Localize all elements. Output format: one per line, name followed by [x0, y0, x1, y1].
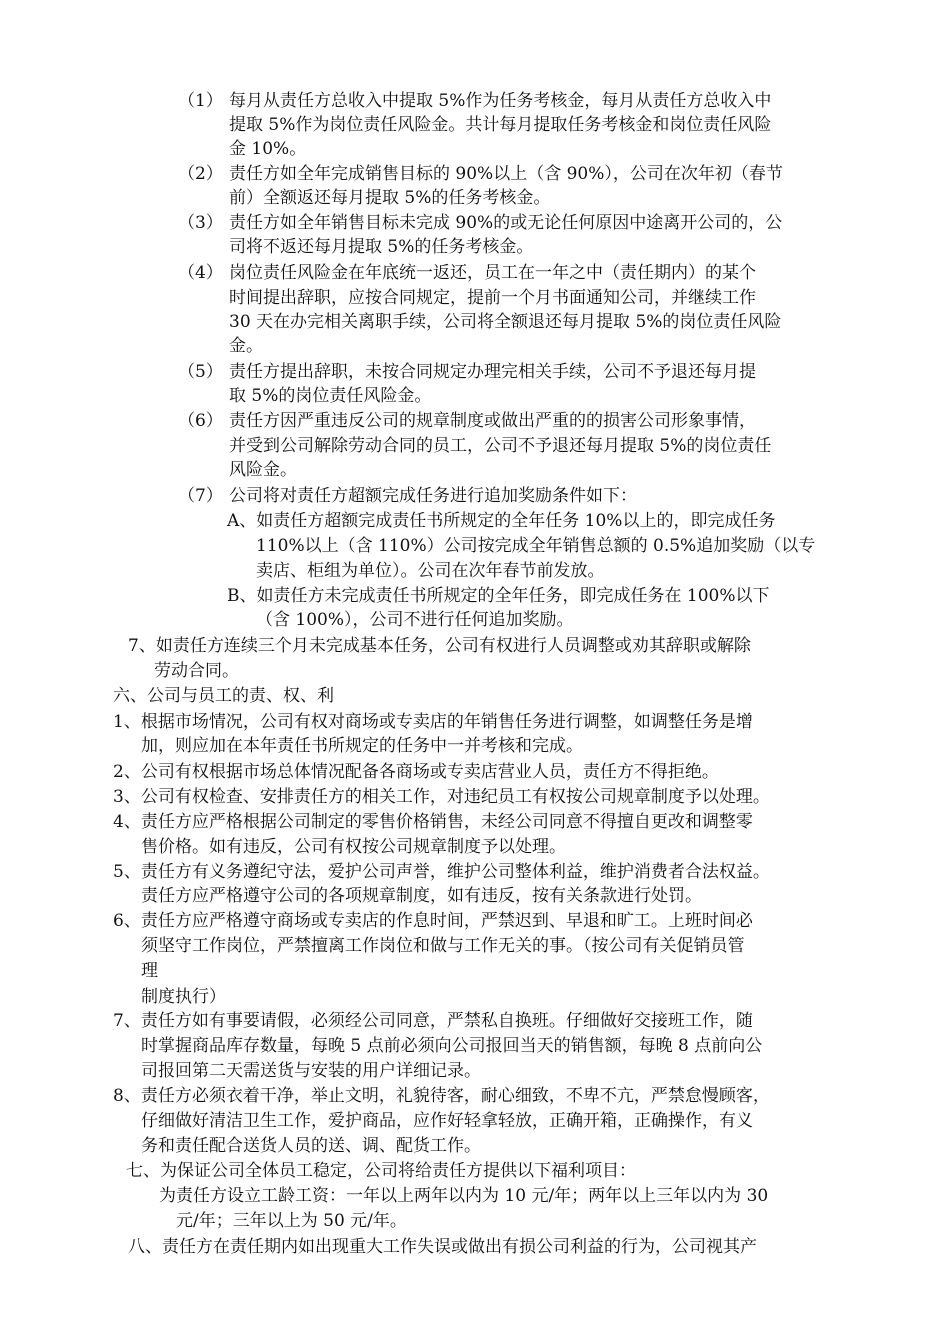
section-heading: 七、为保证公司全体员工稳定，公司将给责任方提供以下福利项目：	[126, 1161, 636, 1181]
item-number: （6）	[178, 411, 223, 431]
item-text: 司将不返还每月提取 5%的任务考核金。	[229, 237, 534, 257]
clause-text: 7、责任方如有事要请假，必须经公司同意，严禁私自换班。仔细做好交接班工作，随	[113, 1011, 753, 1031]
item-text: 公司将对责任方超额完成任务进行追加奖励条件如下：	[229, 486, 637, 506]
sub-item-text: （含 100%），公司不进行任何追加奖励。	[256, 610, 574, 630]
item-number: （5）	[178, 362, 223, 382]
item-text: 30 天在办完相关离职手续，公司将全额退还每月提取 5%的岗位责任风险	[229, 312, 782, 332]
clause-text: 6、责任方应严格遵守商场或专卖店的作息时间，严禁迟到、早退和旷工。上班时间必	[113, 911, 753, 931]
item-number: （3）	[178, 213, 223, 233]
clause-text: 1、根据市场情况，公司有权对商场或专卖店的年销售任务进行调整，如调整任务是增	[113, 712, 753, 732]
item-text: 前）全额返还每月提取 5%的任务考核金。	[229, 188, 551, 208]
item-text: 提取 5%作为岗位责任风险金。共计每月提取任务考核金和岗位责任风险	[229, 115, 772, 135]
clause-text: 务和责任配合送货人员的送、调、配货工作。	[141, 1136, 481, 1156]
item-text: 风险金。	[229, 460, 297, 480]
section-heading: 六、公司与员工的责、权、利	[113, 686, 334, 706]
clause-text: 须坚守工作岗位，严禁擅离工作岗位和做与工作无关的事。（按公司有关促销员管	[141, 936, 745, 956]
clause-text: 仔细做好清洁卫生工作，爱护商品，应作好轻拿轻放，正确开箱，正确操作，有义	[141, 1111, 753, 1131]
item-text: 取 5%的岗位责任风险金。	[229, 386, 432, 406]
item-text: 岗位责任风险金在年底统一返还，员工在一年之中（责任期内）的某个	[229, 263, 756, 283]
clause-text: 制度执行）	[141, 987, 226, 1007]
item-text: 责任方如全年销售目标未完成 90%的或无论任何原因中途离开公司的，公	[229, 213, 783, 233]
item-number: （2）	[178, 164, 223, 184]
clause-text: 5、责任方有义务遵纪守法，爱护公司声誉，维护公司整体利益，维护消费者合法权益。	[113, 862, 770, 882]
item-text: 责任方因严重违反公司的规章制度或做出严重的的损害公司形象事情，	[229, 411, 756, 431]
item-text: 责任方如全年完成销售目标的 90%以上（含 90%），公司在次年初（春节	[229, 164, 783, 184]
clause-text: 加，则应加在本年责任书所规定的任务中一并考核和完成。	[141, 736, 583, 756]
clause-text: 4、责任方应严格根据公司制定的零售价格销售，未经公司同意不得擅自更改和调整零	[113, 812, 753, 832]
item-text: 金。	[229, 336, 263, 356]
clause-text: 8、责任方必须衣着干净，举止文明，礼貌待客，耐心细致，不卑不亢，严禁怠慢顾客，	[113, 1086, 770, 1106]
item-text: 每月从责任方总收入中提取 5%作为任务考核金，每月从责任方总收入中	[229, 91, 772, 111]
clause-text: 理	[141, 961, 158, 981]
clause-text: 售价格。如有违反，公司有权按公司规章制度予以处理。	[141, 837, 566, 857]
clause-text: 司报回第二天需送货与安装的用户详细记录。	[141, 1061, 481, 1081]
clause-text: 7、如责任方连续三个月未完成基本任务，公司有权进行人员调整或劝其辞职或解除	[128, 636, 751, 656]
sub-item-text: A、如责任方超额完成责任书所规定的全年任务 10%以上的，即完成任务	[227, 511, 776, 531]
clause-text: 责任方应严格遵守公司的各项规章制度，如有违反，按有关条款进行处罚。	[141, 886, 702, 906]
sub-item-text: 卖店、柜组为单位）。公司在次年春节前发放。	[256, 561, 605, 581]
item-text: 金 10%。	[229, 139, 307, 159]
sub-item-text: B、如责任方未完成责任书所规定的全年任务，即完成任务在 100%以下	[227, 586, 770, 606]
clause-text: 为责任方设立工龄工资：一年以上两年以内为 10 元/年；两年以上三年以内为 30	[159, 1186, 769, 1206]
item-text: 并受到公司解除劳动合同的员工，公司不予退还每月提取 5%的岗位责任	[229, 436, 772, 456]
item-number: （1）	[178, 91, 223, 111]
item-text: 责任方提出辞职，未按合同规定办理完相关手续，公司不予退还每月提	[229, 362, 756, 382]
item-number: （4）	[178, 263, 223, 283]
clause-text: 2、公司有权根据市场总体情况配备各商场或专卖店营业人员，责任方不得拒绝。	[113, 762, 719, 782]
clause-text: 3、公司有权检查、安排责任方的相关工作，对违纪员工有权按公司规章制度予以处理。	[113, 787, 770, 807]
clause-text: 元/年；三年以上为 50 元/年。	[176, 1211, 407, 1231]
item-text: 时间提出辞职，应按合同规定，提前一个月书面通知公司，并继续工作	[229, 288, 756, 308]
sub-item-text: 110%以上（含 110%）公司按完成全年销售总额的 0.5%追加奖励（以专	[256, 536, 816, 556]
clause-text: 劳动合同。	[154, 661, 239, 681]
clause-text: 时掌握商品库存数量，每晚 5 点前必须向公司报回当天的销售额，每晚 8 点前向公	[141, 1036, 763, 1056]
section-heading: 八、责任方在责任期内如出现重大工作失误或做出有损公司利益的行为，公司视其产	[128, 1237, 757, 1257]
item-number: （7）	[178, 486, 223, 506]
